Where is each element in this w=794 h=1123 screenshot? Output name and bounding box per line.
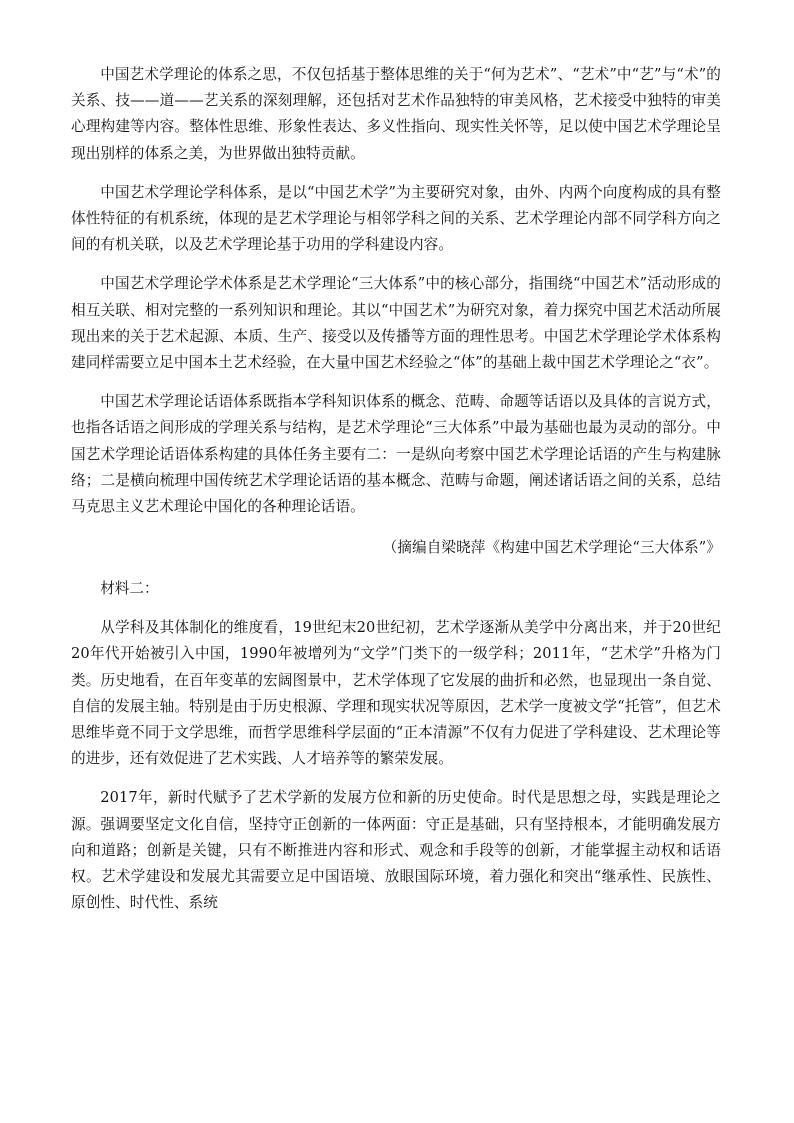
paragraph-academic-system: 中国艺术学理论学术体系是艺术学理论“三大体系”中的核心部分，指围绕“中国艺术”活动形成的相互关联、相对完整的一系列知识和理论。其以“中国艺术”为研究对象，着力探究中国艺术活动所展现出来的关于艺术起源、本质、生产、接受以及传播等方面的理性思考。中国艺术学理论学术体系构建同样需要立足中国本土艺术经验，在大量中国艺术经验之“体”的基础上裁中国艺术学理论之“衣”。 (71, 275, 721, 372)
paragraph-new-era: 2017年，新时代赋予了艺术学新的发展方位和新的历史使命。时代是思想之母，实践是理论之源。强调要坚定文化自信，坚持守正创新的一体两面：守正是基础，只有坚持根本，才能明确发展方向和道路；创新是关键，只有不断推进内容和形式、观念和手段等的创新，才能掌握主动权和话语权。艺术学建设和发展尤其需要立足中国语境、放眼国际环境，着力强化和突出“继承性、民族性、原创性、时代性、系统 (71, 789, 721, 912)
paragraph-institutionalization: 从学科及其体制化的维度看，19世纪末20世纪初，艺术学逐渐从美学中分离出来，并于20世纪20年代开始被引入中国，1990年被增列为“文学”门类下的一级学科；2011年，“艺术学”升格为门类。历史地看，在百年变革的宏阔图景中，艺术学体现了它发展的曲折和必然，也显现出一条自觉、自信的发展主轴。特别是由于历史根源、学理和现实状况等原因，艺术学一度被文学“托管”，但艺术思维毕竟不同于文学思维，而哲学思维科学层面的“正本清源”不仅有力促进了学科建设、艺术理论等的进步，还有效促进了艺术实践、人才培养等的繁荣发展。 (71, 619, 721, 768)
source-citation: （摘编自梁晓萍《构建中国艺术学理论“三大体系”》 (382, 539, 721, 557)
document-page (71, 62, 721, 916)
paragraph-discipline-system: 中国艺术学理论学科体系，是以“中国艺术学”为主要研究对象，由外、内两个向度构成的具有整体性特征的有机系统，体现的是艺术学理论与相邻学科之间的关系、艺术学理论内部不同学科方向之间的有机关联，以及艺术学理论基于功用的学科建设内容。 (71, 183, 721, 254)
paragraph-discourse-system: 中国艺术学理论话语体系既指本学科知识体系的概念、范畴、命题等话语以及具体的言说方式，也指各话语之间形成的学理关系与结构，是艺术学理论“三大体系”中最为基础也最为灵动的部分。中国艺术学理论话语体系构建的具体任务主要有二：一是纵向考察中国艺术学理论话语的产生与构建脉络；二是横向梳理中国传统艺术学理论话语的基本概念、范畴与命题，阐述诸话语之间的关系，总结马克思主义艺术理论中国化的各种理论话语。 (71, 393, 721, 516)
paragraph-art-theory-system: 中国艺术学理论的体系之思，不仅包括基于整体思维的关于“何为艺术”、“艺术”中“艺”与“术”的关系、技——道——艺关系的深刻理解，还包括对艺术作品独特的审美风格，艺术接受中独特的审美心理构建等内容。整体性思维、形象性表达、多义性指向、现实性关怀等，足以使中国艺术学理论呈现出别样的体系之美，为世界做出独特贡献。 (71, 66, 721, 162)
material-two-heading: 材料二： (100, 580, 159, 598)
